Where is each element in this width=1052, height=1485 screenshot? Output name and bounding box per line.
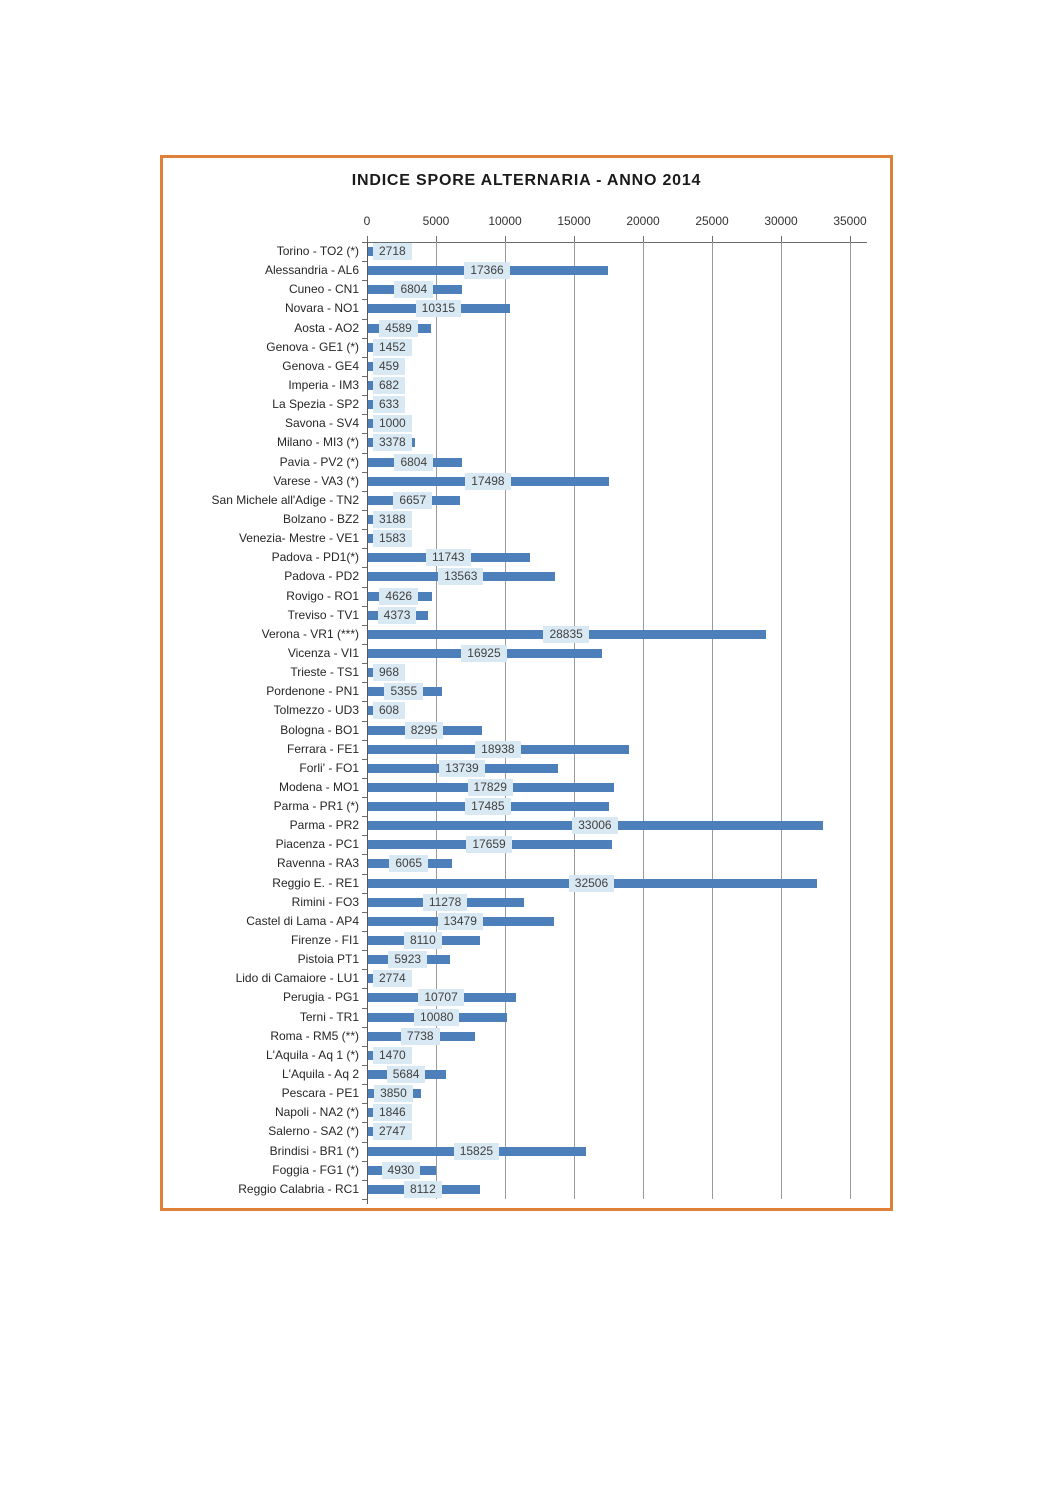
value-label: 10707 (418, 989, 463, 1006)
chart-row (275, 835, 887, 854)
category-label: Perugia - PG1 (282, 990, 359, 1005)
chart-row (290, 931, 887, 950)
category-label: Ferrara - FE1 (286, 741, 359, 756)
category-label: Salerno - SA2 (*) (268, 1124, 359, 1139)
value-label: 10315 (416, 300, 461, 317)
value-label: 2774 (373, 970, 412, 987)
chart-row (272, 874, 887, 893)
chart-row (281, 1084, 887, 1103)
chart-row (282, 357, 887, 376)
category-label: Castel di Lama - AP4 (246, 913, 359, 928)
value-label: 5684 (387, 1066, 426, 1083)
category-label: Padova - PD2 (284, 569, 359, 584)
chart-row (268, 1122, 887, 1141)
chart-row (284, 414, 887, 433)
category-label: La Spezia - SP2 (272, 397, 359, 412)
value-label: 6065 (389, 855, 428, 872)
category-label: Genova - GE4 (282, 358, 359, 373)
value-label: 4626 (379, 588, 418, 605)
category-label: Parma - PR1 (*) (273, 799, 359, 814)
chart-row (282, 510, 887, 529)
chart-row (287, 606, 887, 625)
x-axis-tick-label: 15000 (557, 214, 591, 228)
value-label: 5923 (388, 951, 427, 968)
chart-row (279, 453, 887, 472)
chart-row (284, 567, 887, 586)
x-axis-tick-label: 35000 (833, 214, 867, 228)
chart-row (288, 376, 887, 395)
category-label: Bolzano - BZ2 (282, 511, 359, 526)
category-label: Varese - VA3 (*) (273, 473, 359, 488)
chart-row (294, 319, 887, 338)
category-label: Foggia - FG1 (*) (272, 1162, 359, 1177)
category-label: Napoli - NA2 (*) (274, 1105, 359, 1120)
category-label: Cuneo - CN1 (288, 282, 359, 297)
value-label: 1452 (373, 339, 412, 356)
value-label: 682 (373, 377, 405, 394)
category-label: Venezia- Mestre - VE1 (238, 531, 359, 546)
chart-row (246, 912, 887, 931)
value-label: 3378 (373, 434, 412, 451)
value-label: 32506 (569, 875, 614, 892)
chart-row (276, 854, 887, 873)
value-label: 13739 (439, 760, 484, 777)
value-label: 4589 (379, 320, 418, 337)
value-label: 1470 (373, 1047, 412, 1064)
value-label: 8110 (404, 932, 442, 949)
category-label: Alessandria - AL6 (264, 263, 359, 278)
value-label: 608 (373, 702, 405, 719)
chart-row (269, 1142, 887, 1161)
value-label: 4373 (378, 607, 417, 624)
category-label: Reggio E. - RE1 (272, 875, 359, 890)
category-label: Piacenza - PC1 (275, 837, 359, 852)
category-label: Novara - NO1 (284, 301, 359, 316)
value-label: 4930 (382, 1162, 421, 1179)
category-label: Genova - GE1 (*) (266, 339, 359, 354)
category-label: Terni - TR1 (299, 1009, 359, 1024)
value-label: 8112 (404, 1181, 442, 1198)
value-label: 28835 (543, 626, 588, 643)
chart-row (286, 740, 887, 759)
chart-row (270, 1027, 887, 1046)
value-label: 16925 (461, 645, 506, 662)
chart-row (272, 395, 887, 414)
category-label: Milano - MI3 (*) (276, 435, 359, 450)
category-label: Treviso - TV1 (287, 607, 359, 622)
category-label: Reggio Calabria - RC1 (238, 1181, 359, 1196)
value-label: 6657 (393, 492, 432, 509)
category-label: Trieste - TS1 (290, 665, 359, 680)
value-label: 633 (373, 396, 405, 413)
category-label: San Michele all'Adige - TN2 (211, 492, 359, 507)
chart-row (276, 242, 887, 261)
category-label: Savona - SV4 (284, 416, 359, 431)
x-axis-tick-label: 20000 (626, 214, 660, 228)
category-label: Pavia - PV2 (*) (279, 454, 359, 469)
value-label: 5355 (384, 683, 423, 700)
x-axis-tick-label: 25000 (695, 214, 729, 228)
category-label: Ravenna - RA3 (276, 856, 359, 871)
chart-row (290, 663, 887, 682)
chart-row (238, 529, 887, 548)
chart-row (299, 1008, 887, 1027)
chart-inner (163, 158, 890, 1208)
value-label: 13563 (438, 568, 483, 585)
chart-row (264, 261, 887, 280)
value-label: 15825 (454, 1143, 499, 1160)
category-label: Forli' - FO1 (299, 760, 359, 775)
category-label: Verona - VR1 (***) (261, 626, 359, 641)
chart-row (297, 950, 887, 969)
chart-frame (160, 155, 893, 1211)
chart-row (288, 280, 887, 299)
value-label: 1583 (373, 530, 412, 547)
chart-row (261, 625, 887, 644)
value-label: 2718 (373, 243, 412, 260)
chart-row (273, 797, 887, 816)
chart-row (299, 759, 887, 778)
value-label: 6804 (394, 281, 433, 298)
category-label: Pistoia PT1 (297, 952, 359, 967)
category-label: Torino - TO2 (*) (276, 244, 359, 258)
value-label: 6804 (394, 454, 433, 471)
value-label: 11278 (423, 894, 467, 911)
category-label: Parma - PR2 (289, 818, 359, 833)
category-label: Bologna - BO1 (280, 722, 359, 737)
category-label: Lido di Camaiore - LU1 (235, 971, 359, 986)
value-label: 3188 (373, 511, 412, 528)
chart-row (287, 644, 887, 663)
category-label: L'Aquila - Aq 2 (281, 1067, 359, 1082)
category-label: Firenze - FI1 (290, 933, 359, 948)
chart-row (286, 587, 887, 606)
category-label: Vicenza - VI1 (287, 645, 359, 660)
plot-area (211, 242, 887, 1200)
x-axis-tick-label: 0 (363, 214, 371, 228)
category-label: Roma - RM5 (**) (270, 1028, 359, 1043)
value-label: 17366 (464, 262, 509, 279)
chart-row (265, 1046, 887, 1065)
category-label: Rimini - FO3 (291, 894, 359, 909)
chart-row (273, 701, 887, 720)
category-label: Aosta - AO2 (294, 320, 359, 335)
value-label: 11743 (426, 549, 470, 566)
category-label: Pescara - PE1 (281, 1086, 359, 1101)
value-label: 1846 (373, 1104, 412, 1121)
x-axis-tick-label: 30000 (764, 214, 798, 228)
chart-row (272, 1161, 887, 1180)
chart-row (280, 721, 887, 740)
value-label: 968 (373, 664, 405, 681)
chart-row (276, 433, 887, 452)
chart-row (266, 682, 887, 701)
category-label: Pordenone - PN1 (266, 684, 359, 699)
chart-row (289, 816, 887, 835)
x-axis-tick-labels (363, 214, 887, 230)
category-label: L'Aquila - Aq 1 (*) (265, 1047, 359, 1062)
chart-title: INDICE SPORE ALTERNARIA - ANNO 2014 (351, 172, 702, 189)
value-label: 3850 (374, 1085, 413, 1102)
value-label: 17498 (465, 473, 510, 490)
value-label: 33006 (572, 817, 617, 834)
value-label: 18938 (475, 741, 520, 758)
value-label: 459 (373, 358, 405, 375)
x-axis-tick-label: 10000 (488, 214, 522, 228)
chart-row (284, 299, 887, 318)
chart-row (274, 1103, 887, 1122)
chart-row (235, 969, 887, 988)
chart-row (211, 491, 887, 510)
chart-row (281, 1065, 887, 1084)
value-label: 17659 (466, 836, 511, 853)
y-axis-tick (362, 1199, 367, 1200)
chart-row (266, 338, 887, 357)
x-axis-tick-label: 5000 (422, 214, 450, 228)
chart-row (282, 988, 887, 1007)
value-label: 7738 (401, 1028, 440, 1045)
chart-row (278, 778, 887, 797)
category-label: Rovigo - RO1 (286, 588, 359, 603)
category-label: Padova - PD1(*) (271, 550, 359, 565)
category-label: Imperia - IM3 (288, 377, 359, 392)
chart-row (271, 548, 887, 567)
value-label: 13479 (438, 913, 483, 930)
chart-row (273, 472, 887, 491)
category-label: Modena - MO1 (278, 779, 359, 794)
chart-row (291, 893, 887, 912)
value-label: 10080 (414, 1009, 459, 1026)
value-label: 1000 (373, 415, 412, 432)
chart-row (238, 1180, 887, 1199)
value-label: 8295 (405, 722, 444, 739)
value-label: 17485 (465, 798, 510, 815)
value-label: 17829 (468, 779, 513, 796)
category-label: Tolmezzo - UD3 (273, 703, 359, 718)
value-label: 2747 (373, 1123, 412, 1140)
category-label: Brindisi - BR1 (*) (269, 1143, 359, 1158)
